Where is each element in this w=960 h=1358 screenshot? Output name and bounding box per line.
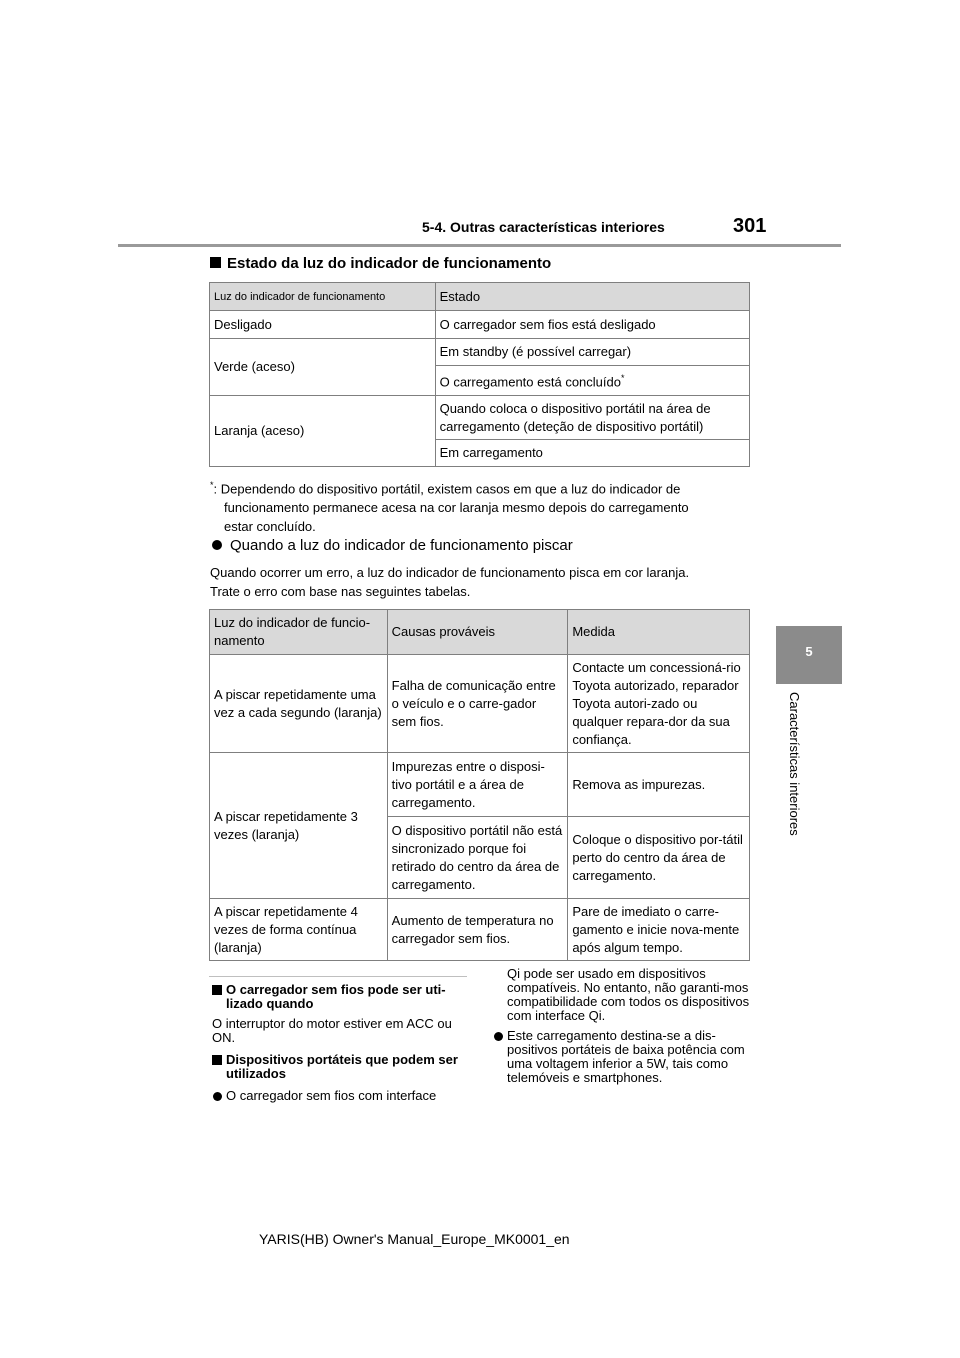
notes-right-column bbox=[493, 967, 751, 1085]
table-cell: Impurezas entre o disposi-tivo portátil e a área de carregamento. bbox=[387, 753, 568, 817]
round-bullet-icon bbox=[212, 540, 222, 550]
footnote-marker: * bbox=[210, 480, 214, 490]
notes-divider bbox=[209, 976, 467, 977]
note-heading-text: O carregador sem fios pode ser uti-lizado quando bbox=[226, 982, 446, 1011]
subsection-heading-text: Quando a luz do indicador de funcionamento piscar bbox=[230, 537, 573, 554]
table-row bbox=[210, 899, 750, 961]
paragraph-line: Trate o erro com base nas seguintes tabelas. bbox=[210, 584, 471, 599]
table-header-row bbox=[210, 283, 750, 311]
table-cell: Contacte um concessioná-rio Toyota autorizado, reparador Toyota autori-zado ou qualquer repara-dor da sua confiança. bbox=[568, 655, 750, 753]
footnote-text: : Dependendo do dispositivo portátil, existem casos em que a luz do indicador de bbox=[213, 481, 681, 497]
table-cell: Falha de comunicação entre o veículo e o carre-gador sem fios. bbox=[387, 655, 568, 753]
footnote-line: funcionamento permanece acesa na cor laranja mesmo depois do carregamento bbox=[224, 500, 689, 516]
round-bullet-icon bbox=[213, 1092, 222, 1101]
section-heading-text: Estado da luz do indicador de funcionamento bbox=[227, 255, 552, 272]
note-bullet bbox=[212, 1089, 467, 1103]
table-header-cell: Luz do indicador de funcio-namento bbox=[210, 610, 388, 655]
table-row bbox=[210, 311, 750, 339]
page-number: 301 bbox=[733, 215, 767, 237]
subsection-heading-blinking bbox=[212, 537, 573, 554]
footnote-line bbox=[210, 476, 750, 498]
chapter-tab bbox=[776, 626, 842, 684]
table-header-cell: Medida bbox=[568, 610, 750, 655]
table-row bbox=[210, 655, 750, 753]
page-footer: YARIS(HB) Owner's Manual_Europe_MK0001_en bbox=[259, 1231, 570, 1247]
table-cell: Verde (aceso) bbox=[210, 339, 436, 396]
cell-text: O carregamento está concluído bbox=[439, 374, 621, 390]
table-header-cell: Causas prováveis bbox=[387, 610, 568, 655]
table-cell: Em standby (é possível carregar) bbox=[435, 339, 749, 366]
table-cell: Desligado bbox=[210, 311, 436, 339]
paragraph-line: Quando ocorrer um erro, a luz do indicador de funcionamento pisca em cor laranja. bbox=[210, 565, 690, 580]
chapter-title: Características interiores bbox=[787, 692, 802, 836]
table-cell: A piscar repetidamente 4 vezes de forma contínua (laranja) bbox=[210, 899, 388, 961]
header-divider bbox=[118, 244, 841, 247]
blinking-intro-paragraph bbox=[210, 563, 750, 601]
table-header-cell: Luz do indicador de funcionamento bbox=[210, 283, 436, 311]
footnote-marker: * bbox=[620, 373, 625, 384]
table-cell: Laranja (aceso) bbox=[210, 396, 436, 467]
chapter-side-label bbox=[785, 692, 805, 862]
table-cell: Coloque o dispositivo por-tátil perto do centro da área de carregamento. bbox=[568, 817, 750, 899]
note-heading-text: Dispositivos portáteis que podem ser utilizados bbox=[226, 1052, 458, 1081]
table-row bbox=[210, 339, 750, 366]
note-heading bbox=[212, 1053, 467, 1081]
footnote-line: estar concluído. bbox=[224, 519, 316, 535]
table-cell: O dispositivo portátil não está sincronizado porque foi retirado do centro da área de carregamento. bbox=[387, 817, 568, 899]
square-bullet-icon bbox=[210, 257, 221, 268]
note-heading bbox=[212, 983, 467, 1011]
table-row bbox=[210, 753, 750, 817]
note-bullet-text: Este carregamento destina-se a dis-positivos portáteis de baixa potência com uma voltagem inferior a 5W, tais como telemóveis e smartphones. bbox=[507, 1028, 745, 1085]
blinking-troubleshooting-table bbox=[209, 609, 750, 961]
table-header-row bbox=[210, 610, 750, 655]
table-cell: O carregador sem fios está desligado bbox=[435, 311, 749, 339]
table-cell: Quando coloca o dispositivo portátil na área de carregamento (deteção de dispositivo portátil) bbox=[435, 396, 749, 440]
table-cell: A piscar repetidamente uma vez a cada segundo (laranja) bbox=[210, 655, 388, 753]
note-bullet bbox=[493, 1029, 751, 1085]
note-bullet-text: O carregador sem fios com interface bbox=[226, 1088, 437, 1103]
note-text: O interruptor do motor estiver em ACC ou ON. bbox=[212, 1016, 452, 1045]
square-bullet-icon bbox=[212, 1055, 222, 1065]
indicator-status-table bbox=[209, 282, 750, 467]
table-cell bbox=[435, 366, 749, 396]
table-cell: Remova as impurezas. bbox=[568, 753, 750, 817]
note-bullet-continuation: Qi pode ser usado em dispositivos compatíveis. No entanto, não garanti-mos compatibilidade com todos os dispositivos com interface Qi. bbox=[507, 966, 750, 1023]
chapter-number: 5 bbox=[805, 644, 813, 659]
table-cell: Em carregamento bbox=[435, 440, 749, 467]
square-bullet-icon bbox=[212, 985, 222, 995]
section-heading-indicator-status bbox=[210, 255, 551, 272]
section-title: 5-4. Outras características interiores bbox=[422, 219, 665, 235]
table-cell: Aumento de temperatura no carregador sem fios. bbox=[387, 899, 568, 961]
table-header-cell: Estado bbox=[435, 283, 749, 311]
table-footnote bbox=[210, 476, 750, 536]
round-bullet-icon bbox=[494, 1032, 503, 1041]
table-row bbox=[210, 396, 750, 440]
table-cell: Pare de imediato o carre-gamento e inicie nova-mente após algum tempo. bbox=[568, 899, 750, 961]
notes-left-column bbox=[212, 983, 467, 1103]
table-cell: A piscar repetidamente 3 vezes (laranja) bbox=[210, 753, 388, 899]
